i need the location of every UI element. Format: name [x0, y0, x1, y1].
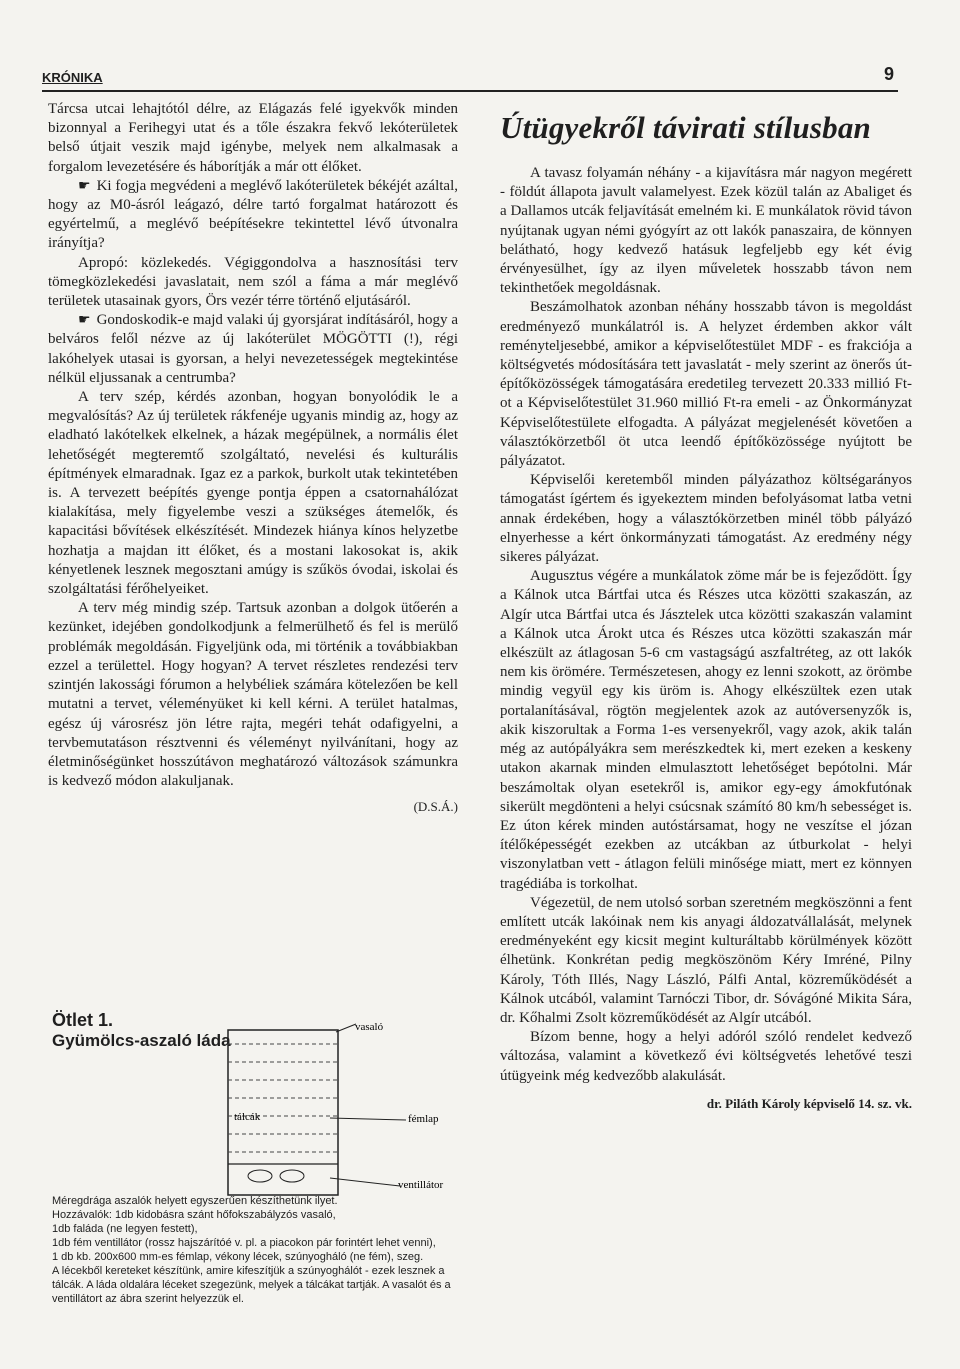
- diagram-label-ventillator: ventillátor: [398, 1179, 444, 1191]
- left-column: [48, 100, 458, 815]
- right-column: [500, 100, 912, 1112]
- paragraph: ☛ Gondoskodik-e majd valaki új gyorsjárat indításáról, hogy a belváros felől nézve az új lakóterület MÖGÖTTI (!), régi lakóhelyek utasai is gyorsan, a helyi nevezetességek megtekintése nélkül eljussanak a centrumba?: [48, 312, 458, 386]
- author-signature: dr. Piláth Károly képviselő 14. sz. vk.: [706, 1095, 912, 1111]
- paragraph: ☛ Ki fogja megvédeni a meglévő lakóterületek békéjét azáltal, hogy az M0-ásról leágazó, délre tartó forgalmat határozott és egyértelmű, a meglévő beépítésekre tekintettel lévő útvonalra irányítja?: [48, 177, 458, 252]
- article-title: Útügyekről távirati stílusban: [500, 110, 871, 145]
- caption-line: Méregdrága aszalók helyett egyszerűen készíthetünk ilyet.: [52, 1195, 338, 1207]
- page-number: 9: [883, 64, 894, 84]
- diagram-label-vasalo: vasaló: [355, 1021, 384, 1033]
- pointing-hand-icon: ☛: [78, 312, 91, 329]
- caption-line: 1 db kb. 200x600 mm-es fémlap, vékony lécek, szúnyogháló (ne fém), szeg.: [52, 1251, 424, 1263]
- diagram-label-talcak: tálcák: [234, 1111, 261, 1123]
- tip-title: Gyümölcs-aszaló láda: [52, 1031, 231, 1050]
- diagram-label-femlap: fémlap: [408, 1113, 439, 1125]
- tip-caption: [52, 1194, 462, 1306]
- paragraph: Bízom benne, hogy a helyi adóról szóló rendelet kedvező változása, valamint a következő évi költségvetés lehetővé teszi útügyeink még kedvezőbb alakulását.: [500, 1029, 912, 1084]
- section-title: KRÓNIKA: [42, 70, 103, 85]
- paragraph: Végezetül, de nem utolsó sorban szeretném megköszönni a fent említett utcák lakóinak nem kis anyagi áldozatvállalását, melynek eredményeként egy kicsit megint kulturáltabb körülmények között élhetünk. Konkrétan pedig megköszönöm Kéry Imréné, Pilny Károly, Tóth Illés, Nagy László, Pálfi Antal, közreműködését a Kálnok utcából, valamint Tarnóczi Tibor, dr. Sóvágóné Mikita Sára, dr. Kőhalmi Zsolt közreműködését az Algír utcából.: [500, 894, 912, 1026]
- tip-number: Ötlet 1.: [52, 1010, 114, 1030]
- paragraph: Beszámolhatok azonban néhány hosszabb távon is megoldást eredményező munkálatról is. A helyzet érdemben akkor vált reményteljesebbé, amikor a képviselőtestület MDF - es frakciója a költségvetés módosítására tett javaslatát - mely szerint az önerős út-építőközösségek támogatására eredetileg tervezett 20.333 millió Ft-ot a Képviselőtestület 31.960 millió Ft-ra emeli - az Önkormányzat Képviselőtestülete elfogadta. A pályázat megjelenését követően a választókörzetből öt utca leendő építőközössége nyújtott be pályázatot.: [500, 299, 912, 470]
- caption-line: Hozzávalók: 1db kidobásra szánt hőfokszabályzós vasaló,: [52, 1209, 336, 1221]
- paragraph: Képviselői keretemből minden pályázathoz költségarányos támogatást ígértem és igyekeztem minden befolyásomat latba vetni annak érdekében, hogy a választókörzetben minél több pályázó elnyerhesse a kért önkormányzati támogatást. Az eredmény négy sikeres pályázat.: [500, 472, 912, 566]
- paragraph: Augusztus végére a munkálatok zöme már be is fejeződött. Így a Kálnok utca Bártfai utca és Részes utca közötti szakaszán, az Algír utca Bártfai utca és Jásztelek utca közötti szakaszán valamint a Kálnok utca Árokt utca és Részes utca közötti szakaszán már elkészült az átlagosan 5-6 cm vastagságú aszfaltréteg, az ott lakók nem kis örömére. Természetesen, ahogy ez lenni szokott, az örömbe mindig vegyül egy kis üröm is. Ahogy elkészültek ezen utak portalanításával, rögtön megjelentek azok az autóversenyzők is, akik kiszorultak a Forma 1-es versenyekről, vagy azok, akik talán még az autópályákra sem merészkedtek ki, mert ezeken a keskeny utakon akarnak minden elmulasztott lehetőséget bepótolni. Már beszámoltak olyan esetekről is, amikor egy-egy ámokfutónak sikerült megdönteni a helyi csúcsnak számító 80 km/h sebességet is. Ez úton kérek minden autóstársamat, hogy ne veszítse el józan ítélőképességét ezekben az utcákban az útburkolat - helyi viszonylatban vett - átlagon felüli minősége miatt, mert ez könnyen tragédiába is torkolhat.: [500, 568, 912, 892]
- paragraph: Tárcsa utcai lehajtótól délre, az Elágazás felé igyekvők minden bizonnyal a Ferihegyi utat és a tőle északra fekvő lekóterületek belső útjait veszik majd igénybe, melyek nem alkalmasak a forgalom levezetésére és háborítják a már ott élőket.: [48, 101, 458, 175]
- page-header: [42, 60, 898, 92]
- dryer-box-diagram: [210, 1018, 470, 1208]
- paragraph: A terv szép, kérdés azonban, hogyan bonyolódik le a megvalósítás? Az új területek rákfenéje ugyanis mindig az, hogy az eladható lakótelkek elkelnek, a házak megépülnek, a normális élet lehetőségét megteremtő szolgáltató, nevelési és kulturális építmények elmaradnak. Igaz ez a parkok, burkolt utak tekintetében is. A tervezett beépítés gyenge pontja éppen a csatornahálózat kialakítása, mely figyelembe veszi a szükséges átemelők, és kapacitási bővítések elkészítését. Mindezek hiánya kínos helyzetbe hozhatja a majdan itt élőket, és a mostani lakosokat is, akik kényetlenek lesznek megosztani amúgy is szűkös óvodai, iskolai és szolgáltatási férőhelyeiket.: [48, 389, 458, 598]
- article-signature: (D.S.Á.): [413, 799, 458, 815]
- caption-line: A lécekből kereteket készítünk, amire kifeszítjük a szúnyoghálót - ezek lesznek a tálcák. A láda oldalára léceket szegezünk, melyek a tálcákat tartják. A vasalót és a ventillátort az ábra szerint helyezzük el.: [52, 1265, 451, 1305]
- caption-line: 1db faláda (ne legyen festett),: [52, 1223, 198, 1235]
- paragraph: A tavasz folyamán néhány - a kijavításra már nagyon megérett - földút állapota javult valamelyest. Ezek közül talán az Abaliget és a Dallamos utcák feljavítását emelném ki. E munkálatok rövid távon nyújtanak ugyan némi gyógyírt az ott lakók panaszaira, de könnyen belátható, hogy kedvező hatásuk legfeljebb egy két évig érvényesülhet, így az ilyen műveletek hosszabb távon nem tekinthetőek megoldásnak.: [500, 165, 912, 297]
- caption-line: 1db fém ventillátor (rossz hajszárítóé v. pl. a piacokon pár forintért lehet venni),: [52, 1237, 436, 1249]
- paragraph: Apropó: közlekedés. Végiggondolva a hasznosítási terv tömegközlekedési javaslatait, nem szól a fáma a már meglévő területek utasainak gyors, Örs vezér térre történő eljutásáról.: [48, 254, 458, 310]
- pointing-hand-icon: ☛: [78, 177, 91, 194]
- paragraph: A terv még mindig szép. Tartsuk azonban a dolgok ütőerén a kezünket, idejében gondolkodjunk a felmerülhető és fel is merülő problémák megoldásán. Figyeljünk oda, mi történik a továbbiakban ezzel a területtel. Hogy hogyan? A tervet részletes rendezési terv szintjén lakossági fórumon a helybéliek számára kötelezően be kell mutatni a tervet, véleményüket ki kell kérni. A terület hatalmas, egész új városrész jön létre rajta, megéri tehát odafigyelni, a tervbemutatáson résztvenni és véleményt nyilvánítani, hogy az életminőségünket hosszútávon meghatározó változások számunkra is kedvező módon alakuljanak.: [48, 600, 458, 790]
